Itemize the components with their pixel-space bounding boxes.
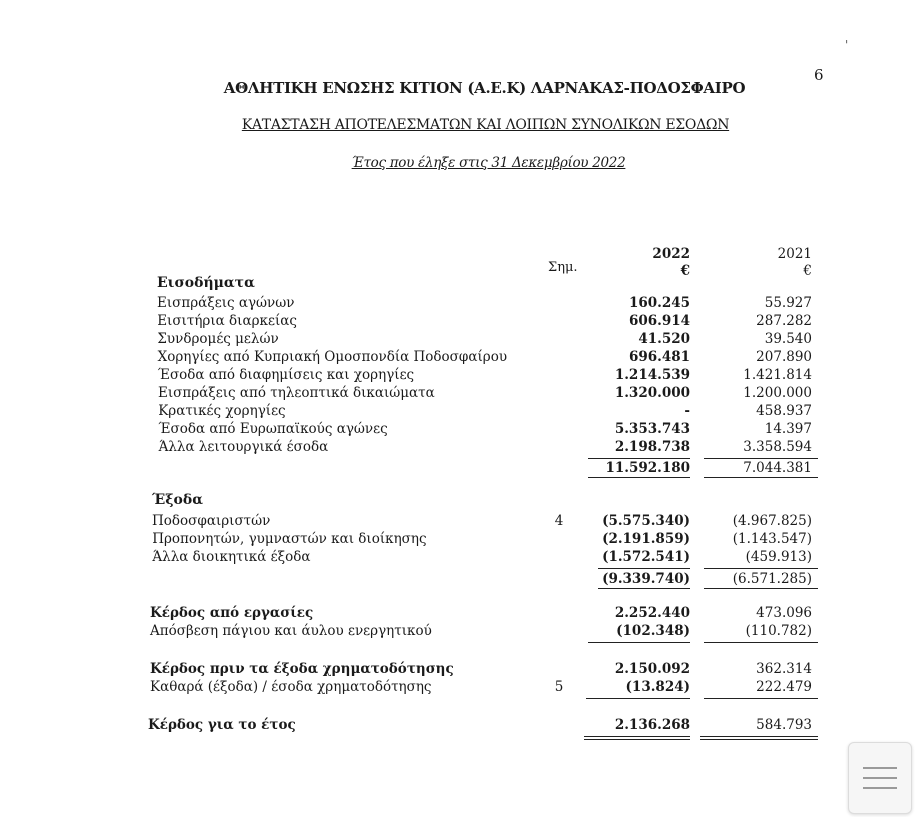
depreciation-rule-2021 — [704, 642, 818, 643]
income-item-row — [0, 420, 921, 438]
profit-for-year-2022: 2.136.268 — [614, 717, 690, 733]
income-item-value-2021: 287.282 — [756, 313, 812, 329]
profit-for-year-rule-2022-b — [584, 739, 690, 740]
income-item-value-2021: 207.890 — [756, 349, 812, 365]
income-item-label: Εισπράξεις από τηλεοπτικά δικαιώματα — [158, 385, 435, 401]
expense-item-row — [0, 530, 921, 548]
year-2022: 2022 — [652, 246, 690, 262]
note-column-header: Σημ. — [548, 260, 578, 275]
period-subtitle: Έτος που έληξε στις 31 Δεκεμβρίου 2022 — [351, 155, 626, 171]
income-total-row — [0, 459, 921, 477]
depreciation-2021: (110.782) — [745, 623, 812, 639]
expense-item-value-2021: (1.143.547) — [732, 531, 812, 547]
income-item-row — [0, 402, 921, 420]
expenses-total-2022: (9.339.740) — [602, 571, 690, 587]
income-item-value-2021: 55.927 — [764, 295, 812, 311]
income-item-label: Έσοδα από Ευρωπαϊκούς αγώνες — [158, 421, 388, 437]
income-item-row — [0, 366, 921, 384]
income-item-label: Εισιτήρια διαρκείας — [157, 313, 297, 329]
net-finance-2022: (13.824) — [625, 679, 690, 695]
expenses-section-title: Έξοδα — [152, 492, 203, 508]
income-section-title: Εισοδήματα — [157, 275, 255, 291]
expenses-subtotal-rule-2021 — [704, 568, 818, 569]
income-item-row — [0, 438, 921, 456]
corner-mark: ' — [845, 38, 849, 52]
profit-for-year-rule-2022-a — [584, 736, 690, 737]
expenses-subtotal-rule-2022 — [598, 568, 690, 569]
income-item-value-2022: 2.198.738 — [614, 439, 690, 455]
income-item-row — [0, 312, 921, 330]
income-item-value-2021: 3.358.594 — [743, 439, 812, 455]
operating-profit-label: Κέρδος από εργασίες — [150, 605, 314, 621]
expense-item-note: 4 — [554, 513, 564, 529]
income-item-value-2021: 39.540 — [764, 331, 812, 347]
expense-item-value-2022: (5.575.340) — [602, 513, 690, 529]
income-item-row — [0, 348, 921, 366]
income-item-value-2021: 1.200.000 — [743, 385, 812, 401]
expenses-total-rule-2021 — [704, 588, 818, 589]
income-total-2022: 11.592.180 — [605, 460, 690, 476]
expense-item-value-2022: (1.572.541) — [602, 549, 690, 565]
operating-profit-2022: 2.252.440 — [614, 605, 690, 621]
expense-item-value-2021: (459.913) — [745, 549, 812, 565]
income-item-value-2022: 1.320.000 — [614, 385, 690, 401]
income-item-value-2022: 606.914 — [628, 313, 690, 329]
expenses-total-2021: (6.571.285) — [732, 571, 812, 587]
income-item-label: Χορηγίες από Κυπριακή Ομοσπονδία Ποδοσφαίρου — [157, 349, 508, 365]
income-item-row — [0, 384, 921, 402]
expense-item-label: Ποδοσφαιριστών — [152, 513, 271, 529]
depreciation-row — [0, 622, 921, 640]
expense-item-label: Άλλα διοικητικά έξοδα — [152, 549, 311, 565]
net-finance-2021: 222.479 — [756, 679, 812, 695]
expense-item-value-2021: (4.967.825) — [732, 513, 812, 529]
depreciation-label: Απόσβεση πάγιου και άυλου ενεργητικού — [150, 623, 432, 639]
depreciation-rule-2022 — [588, 642, 690, 643]
net-finance-note: 5 — [554, 679, 564, 695]
income-item-value-2022: 1.214.539 — [614, 367, 690, 383]
menu-line-icon — [863, 767, 897, 769]
income-total-2021: 7.044.381 — [743, 460, 812, 476]
expenses-total-rule-2022 — [598, 588, 690, 589]
expenses-total-row — [0, 570, 921, 588]
profit-for-year-label: Κέρδος για το έτος — [148, 717, 296, 733]
income-item-value-2022: 696.481 — [628, 349, 690, 365]
income-item-row — [0, 330, 921, 348]
net-finance-rule-2021 — [704, 698, 818, 699]
expense-item-label: Προπονητών, γυμναστών και διοίκησης — [152, 531, 427, 547]
income-item-label: Εισπράξεις αγώνων — [157, 295, 295, 311]
profit-before-finance-label: Κέρδος πριν τα έξοδα χρηματοδότησης — [150, 661, 454, 677]
income-item-value-2021: 14.397 — [764, 421, 812, 437]
income-item-value-2021: 1.421.814 — [743, 367, 812, 383]
page-number: 6 — [814, 66, 824, 84]
net-finance-rule-2022 — [586, 698, 690, 699]
operating-profit-row — [0, 604, 921, 622]
income-item-value-2022: 41.520 — [638, 331, 690, 347]
operating-profit-2021: 473.096 — [756, 605, 812, 621]
statement-title: ΚΑΤΑΣΤΑΣΗ ΑΠΟΤΕΛΕΣΜΑΤΩΝ ΚΑΙ ΛΟΙΠΩΝ ΣΥΝΟΛΙΚΩΝ ΕΣΟΔΩΝ — [241, 117, 730, 133]
net-finance-label: Καθαρά (έξοδα) / έσοδα χρηματοδότησης — [150, 679, 432, 695]
income-item-value-2022: - — [684, 403, 690, 419]
income-item-label: Έσοδα από διαφημίσεις και χορηγίες — [157, 367, 415, 383]
income-item-value-2022: 160.245 — [628, 295, 690, 311]
column-header-2021 — [692, 246, 812, 280]
expense-item-row — [0, 512, 921, 530]
expense-item-value-2022: (2.191.859) — [602, 531, 690, 547]
currency-2021: € — [803, 263, 812, 279]
income-item-label: Άλλα λειτουργικά έσοδα — [158, 439, 329, 455]
profit-for-year-2021: 584.793 — [756, 717, 812, 733]
profit-before-finance-2022: 2.150.092 — [614, 661, 690, 677]
income-item-label: Κρατικές χορηγίες — [158, 403, 286, 419]
income-total-rule-2021 — [704, 477, 818, 478]
column-header-2022 — [570, 246, 690, 280]
income-item-row — [0, 294, 921, 312]
hamburger-menu-button[interactable] — [848, 742, 912, 814]
menu-line-icon — [863, 787, 897, 789]
income-item-value-2021: 458.937 — [756, 403, 812, 419]
net-finance-row — [0, 678, 921, 696]
organization-title: ΑΘΛΗΤΙΚΗ ΕΝΩΣΗΣ ΚΙΤΙΟΝ (Α.Ε.Κ) ΛΑΡΝΑΚΑΣ-ΠΟΔΟΣΦΑΙΡΟ — [223, 79, 746, 97]
income-item-value-2022: 5.353.743 — [614, 421, 690, 437]
income-total-rule-2022 — [588, 477, 690, 478]
profit-before-finance-row — [0, 660, 921, 678]
menu-line-icon — [863, 777, 897, 779]
depreciation-2022: (102.348) — [616, 623, 690, 639]
profit-for-year-rule-2021-a — [700, 736, 818, 737]
currency-2022: € — [680, 263, 690, 279]
year-2021: 2021 — [777, 246, 812, 262]
expense-item-row — [0, 548, 921, 566]
profit-before-finance-2021: 362.314 — [756, 661, 812, 677]
income-item-label: Συνδρομές μελών — [157, 331, 279, 347]
profit-for-year-rule-2021-b — [700, 739, 818, 740]
profit-for-year-row — [0, 716, 921, 734]
